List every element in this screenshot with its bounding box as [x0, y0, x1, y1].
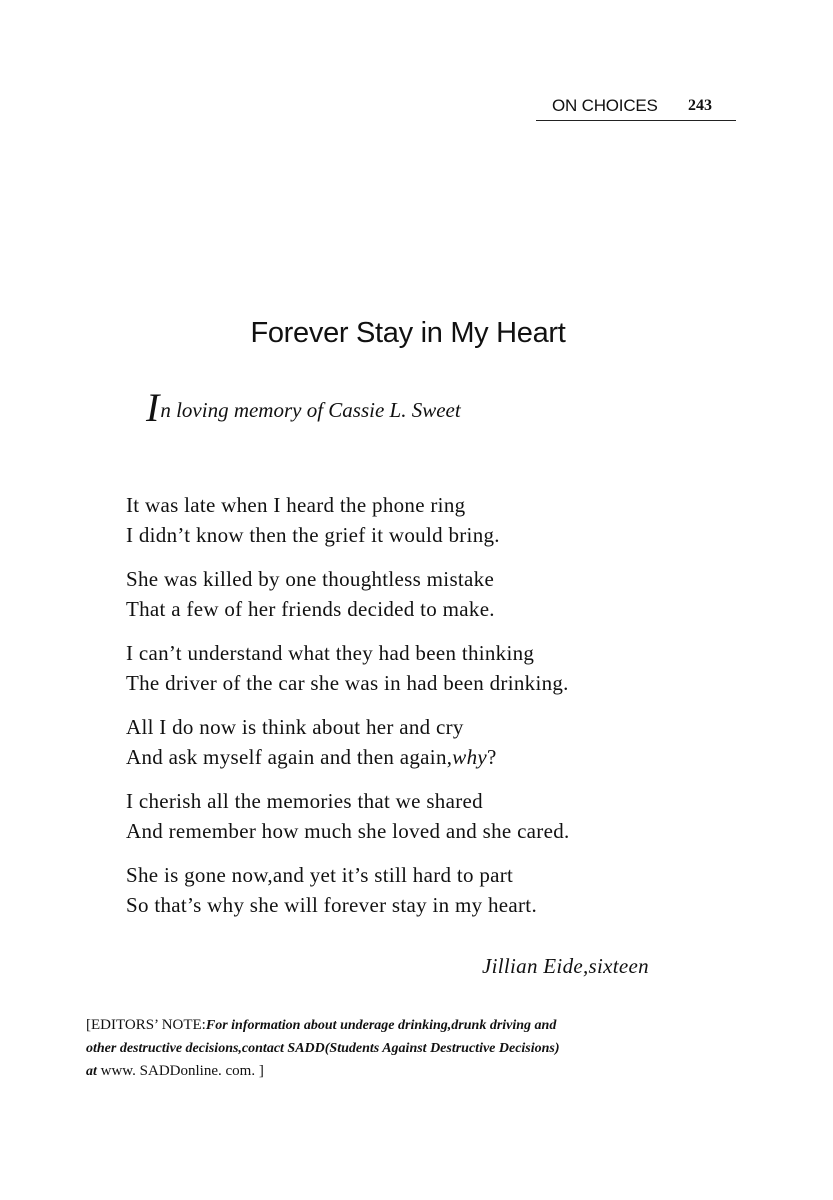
poem-line: I can’t understand what they had been thinking	[126, 641, 535, 665]
stanza	[126, 490, 570, 550]
poem-line: And remember how much she loved and she cared.	[126, 819, 570, 843]
editors-note-line	[86, 1014, 750, 1037]
page-number: 243	[688, 97, 712, 114]
stanza	[126, 786, 570, 846]
stanza	[126, 638, 570, 698]
author-byline: Jillian Eide,sixteen	[482, 954, 649, 978]
stanza	[126, 860, 570, 920]
poem-line: So that’s why she will forever stay in my heart.	[126, 893, 537, 917]
dedication-text: n loving memory of Cassie L. Sweet	[160, 398, 461, 422]
poem-title: Forever Stay in My Heart	[250, 317, 566, 349]
running-header	[536, 94, 736, 121]
editors-note-website: www. SADDonline. com. ]	[100, 1063, 264, 1079]
poem-line	[126, 742, 570, 772]
poem-line: She is gone now,and yet it’s still hard to part	[126, 863, 514, 887]
stanza	[126, 712, 570, 772]
editors-note-line: other destructive decisions,contact SADD(Students Against Destructive Decisions)	[86, 1041, 560, 1056]
running-header-section: ON CHOICES	[552, 96, 658, 115]
poem-line: The driver of the car she was in had been drinking.	[126, 671, 569, 695]
poem-line: It was late when I heard the phone ring	[126, 493, 466, 517]
editors-note-text: at	[86, 1064, 97, 1079]
stanza	[126, 564, 570, 624]
poem-line-punctuation: ?	[487, 745, 497, 769]
poem-line: She was killed by one thoughtless mistake	[126, 567, 495, 591]
editors-note-line	[86, 1060, 750, 1083]
poem-body	[126, 490, 570, 934]
poem-line: I didn’t know then the grief it would bring.	[126, 523, 500, 547]
poem-line: That a few of her friends decided to make.	[126, 597, 495, 621]
editors-note-text: For information about underage drinking,drunk driving and	[205, 1018, 557, 1033]
dedication-drop-cap: I	[146, 385, 160, 430]
poem-line: All I do now is think about her and cry	[126, 715, 464, 739]
editors-note-label: [EDITORS’ NOTE:	[86, 1017, 206, 1033]
editors-note	[86, 1014, 750, 1083]
dedication	[146, 385, 461, 430]
poem-line-text: And ask myself again and then again,	[126, 745, 453, 769]
poem-line-emphasis: why	[452, 745, 488, 769]
poem-line: I cherish all the memories that we shared	[126, 789, 483, 813]
